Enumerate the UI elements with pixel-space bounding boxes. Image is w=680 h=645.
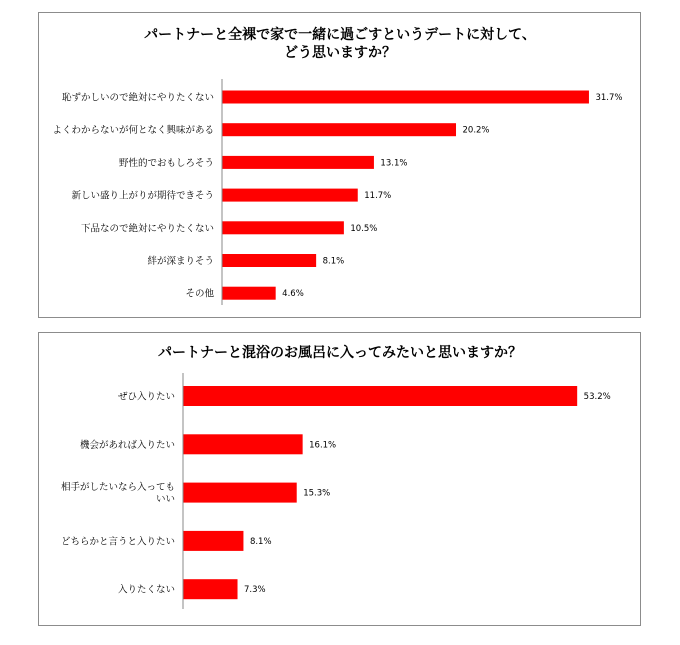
bar: [223, 254, 317, 267]
category-label: よくわからないが何となく興味がある: [52, 125, 214, 137]
category-label: 恥ずかしいので絶対にやりたくない: [61, 92, 214, 104]
category-label: 下品なので絶対にやりたくない: [80, 223, 214, 235]
category-label: いい: [155, 494, 175, 506]
category-label: その他: [185, 288, 214, 300]
chart-panel-mixed-bath: [38, 332, 641, 626]
value-label: 53.2%: [583, 392, 611, 402]
value-label: 10.5%: [350, 223, 378, 234]
category-label: 入りたくない: [117, 584, 175, 596]
chart-title: パートナーと全裸で家で一緒に過ごすというデートに対して、: [144, 27, 536, 43]
category-label: 相手がしたいなら入っても: [60, 482, 175, 494]
category-label: 機会があれば入りたい: [79, 439, 175, 451]
bar: [223, 221, 344, 234]
bar: [184, 579, 238, 599]
value-label: 4.6%: [282, 289, 304, 300]
category-label: 絆が深まりそう: [147, 256, 214, 267]
bar: [184, 531, 244, 551]
bar-chart-nude-date: [39, 13, 642, 319]
value-label: 8.1%: [249, 536, 272, 547]
chart-title: どう思いますか？: [284, 45, 396, 61]
value-label: 8.1%: [322, 256, 345, 267]
bar: [223, 189, 358, 202]
category-label: ぜひ入りたい: [117, 391, 175, 403]
bar: [184, 434, 303, 454]
bar: [184, 483, 297, 503]
value-label: 15.3%: [303, 488, 331, 499]
value-label: 7.3%: [244, 585, 266, 596]
category-label: 野性的でおもしろそう: [118, 157, 214, 169]
chart-title: パートナーと混浴のお風呂に入ってみたいと思いますか？: [158, 345, 522, 361]
chart-panel-nude-date: [38, 12, 641, 318]
value-label: 13.1%: [380, 158, 408, 169]
bar: [223, 123, 457, 136]
bar: [223, 156, 374, 169]
bar-chart-mixed-bath: [39, 333, 642, 627]
value-label: 16.1%: [309, 440, 337, 451]
category-label: どちらかと言うと入りたい: [60, 536, 175, 548]
bar: [223, 287, 276, 300]
bar: [184, 386, 578, 406]
value-label: 31.7%: [595, 93, 623, 103]
value-label: 20.2%: [462, 125, 490, 136]
value-label: 11.7%: [364, 191, 392, 202]
bar: [223, 91, 589, 104]
category-label: 新しい盛り上がりが期待できそう: [71, 190, 214, 202]
